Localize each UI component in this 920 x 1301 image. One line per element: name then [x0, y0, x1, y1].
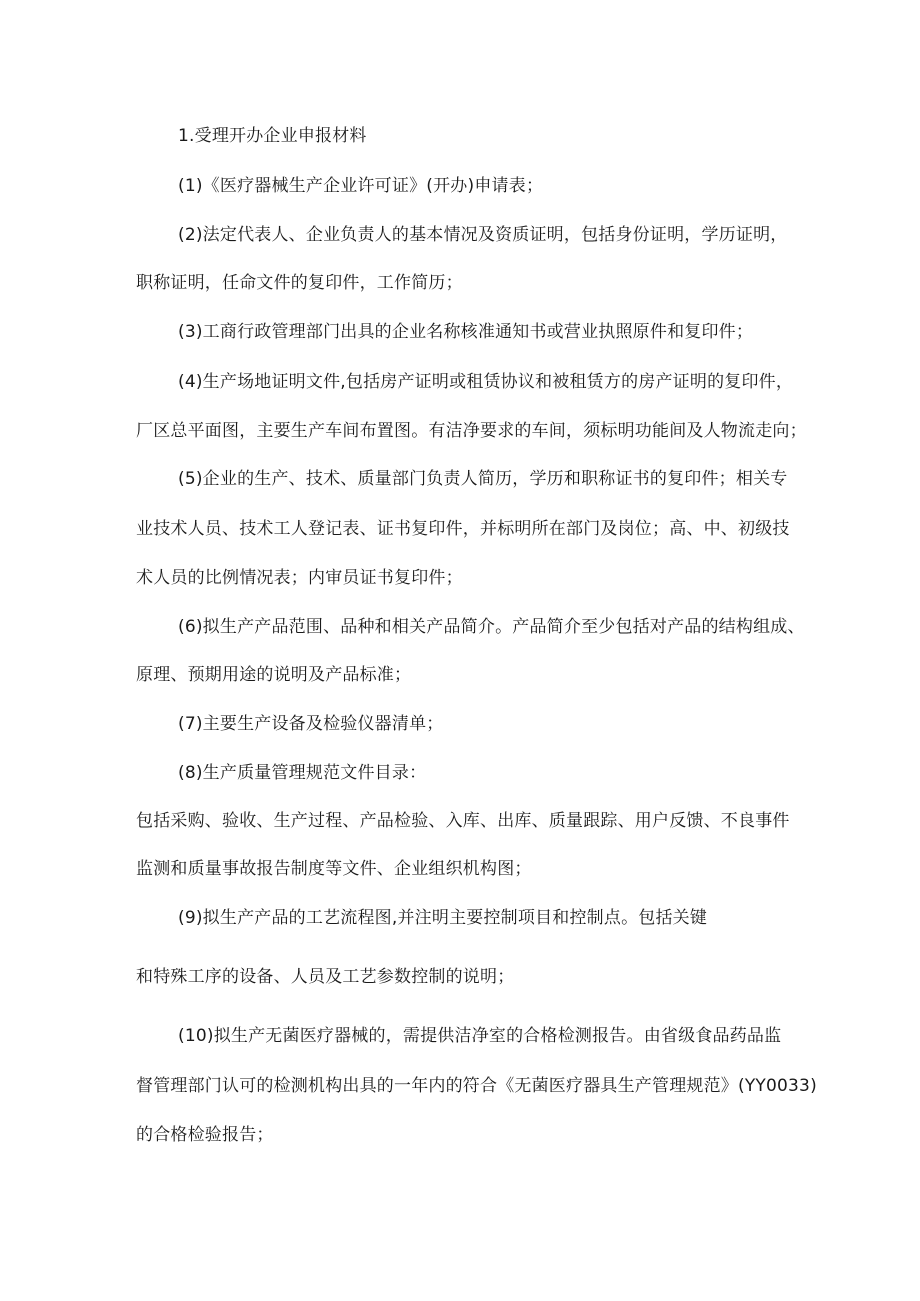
item-7-line-1: (7)主要生产设备及检验仪器清单； — [178, 714, 444, 734]
item-10-line-2: 督管理部门认可的检测机构出具的一年内的符合《无菌医疗器具生产管理规范》(YY0033) — [136, 1076, 817, 1096]
item-1-line-1: (1)《医疗器械生产企业许可证》(开办)申请表； — [178, 176, 544, 196]
item-8-line-2: 包括采购、验收、生产过程、产品检验、入库、出库、质量跟踪、用户反馈、不良事件 — [136, 811, 790, 831]
item-10-line-1: (10)拟生产无菌医疗器械的，需提供洁净室的合格检测报告。由省级食品药品监 — [178, 1026, 782, 1046]
item-5-line-3: 术人员的比例情况表；内审员证书复印件； — [136, 568, 463, 588]
item-3-line-1: (3)工商行政管理部门出具的企业名称核准通知书或营业执照原件和复印件； — [178, 322, 754, 342]
item-9-line-2: 和特殊工序的设备、人员及工艺参数控制的说明； — [136, 967, 515, 987]
section-heading: 1.受理开办企业申报材料 — [178, 126, 367, 146]
item-2-line-2: 职称证明，任命文件的复印件，工作简历； — [136, 273, 463, 293]
item-9-line-1: (9)拟生产产品的工艺流程图,并注明主要控制项目和控制点。包括关键 — [178, 908, 708, 928]
item-6-line-2: 原理、预期用途的说明及产品标准； — [136, 665, 412, 685]
item-8-line-3: 监测和质量事故报告制度等文件、企业组织机构图； — [136, 859, 532, 879]
item-5-line-1: (5)企业的生产、技术、质量部门负责人简历，学历和职称证书的复印件；相关专 — [178, 469, 788, 489]
item-5-line-2: 业技术人员、技术工人登记表、证书复印件，并标明所在部门及岗位；高、中、初级技 — [136, 519, 790, 539]
item-4-line-2: 厂区总平面图，主要生产车间布置图。有洁净要求的车间，须标明功能间及人物流走向； — [136, 421, 807, 441]
item-4-line-1: (4)生产场地证明文件,包括房产证明或租赁协议和被租赁方的房产证明的复印件， — [178, 372, 794, 392]
item-6-line-1: (6)拟生产产品范围、品种和相关产品简介。产品简介至少包括对产品的结构组成、 — [178, 617, 805, 637]
item-10-line-3: 的合格检验报告； — [136, 1125, 274, 1145]
item-8-line-1: (8)生产质量管理规范文件目录： — [178, 763, 427, 783]
item-2-line-1: (2)法定代表人、企业负责人的基本情况及资质证明，包括身份证明，学历证明， — [178, 225, 788, 245]
